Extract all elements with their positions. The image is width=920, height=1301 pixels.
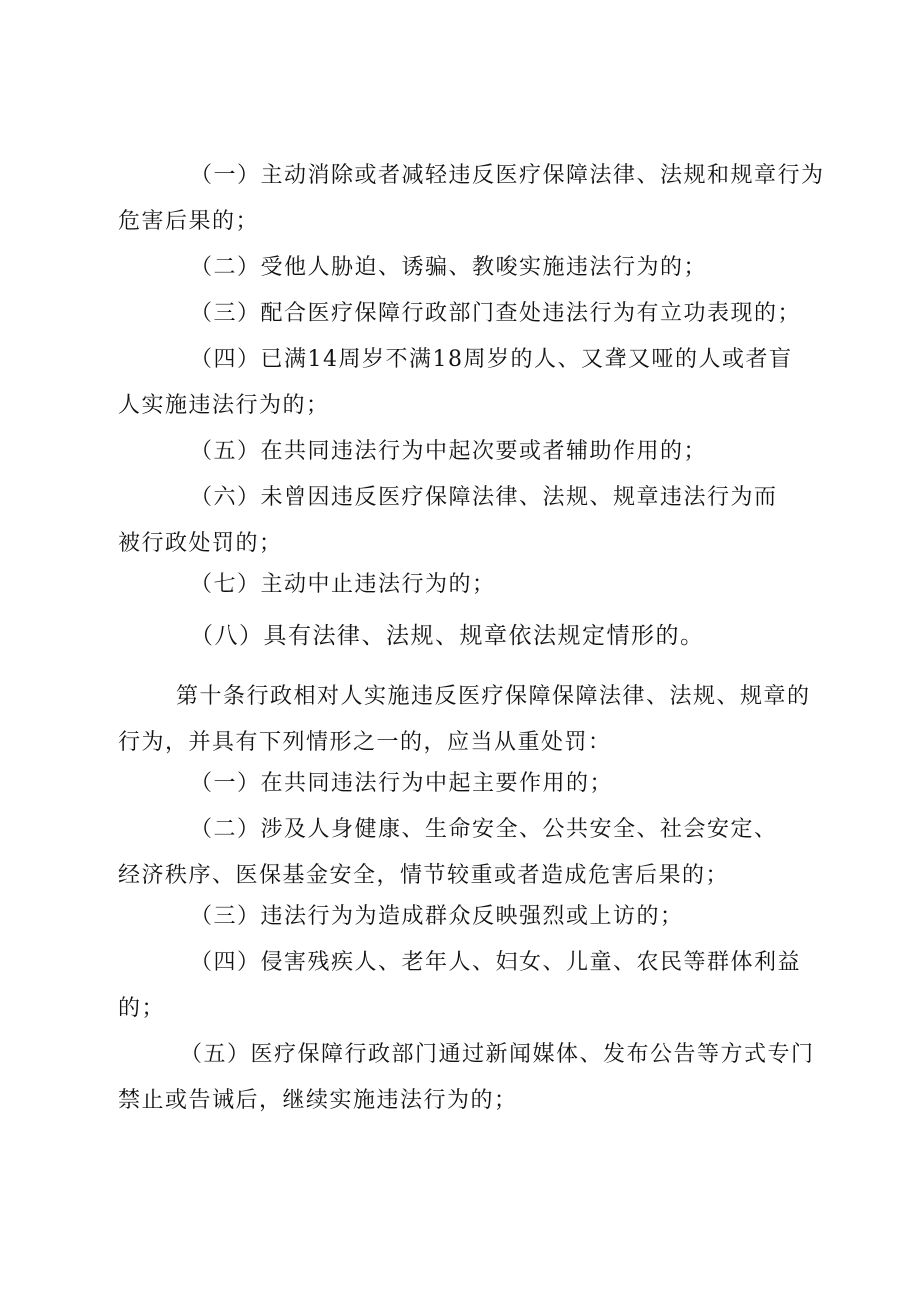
aggravating-item-2 xyxy=(118,811,800,895)
mitigating-item-6 xyxy=(118,479,800,563)
paragraph-line: （五）在共同违法行为中起次要或者辅助作用的； xyxy=(190,439,708,464)
paragraph-line: （二）受他人胁迫、诱骗、教唆实施违法行为的； xyxy=(190,255,708,280)
paragraph-line: 经济秩序、医保基金安全，情节较重或者造成危害后果的； xyxy=(118,863,730,888)
mitigating-item-4 xyxy=(118,341,800,425)
paragraph-line: （三）配合医疗保障行政部门查处违法行为有立功表现的； xyxy=(190,301,802,326)
aggravating-item-3 xyxy=(118,898,800,936)
paragraph-line: （四）侵害残疾人、老年人、妇女、儿童、农民等群体利益 xyxy=(190,950,802,975)
paragraph-line: （七）主动中止违法行为的； xyxy=(190,572,496,597)
paragraph-line: （八）具有法律、法规、规章依法规定情形的。 xyxy=(190,623,705,649)
paragraph-line: （六）未曾因违反医疗保障法律、法规、规章违法行为而 xyxy=(190,485,778,510)
mitigating-item-5 xyxy=(118,433,800,471)
aggravating-item-5 xyxy=(118,1036,815,1120)
paragraph-line: （五）医疗保障行政部门通过新闻媒体、发布公告等方式专门 xyxy=(180,1042,815,1067)
aggravating-item-4 xyxy=(118,944,800,1028)
paragraph-line: （一）主动消除或者减轻违反医疗保障法律、法规和规章行为 xyxy=(190,163,825,188)
paragraph-line: （一）在共同违法行为中起主要作用的； xyxy=(190,771,614,796)
mitigating-item-7 xyxy=(118,566,800,604)
mitigating-item-2 xyxy=(118,249,800,287)
mitigating-item-8 xyxy=(118,617,800,655)
paragraph-line: （四）已满14周岁不满18周岁的人、又聋又哑的人或者盲 xyxy=(190,347,793,372)
article-ten xyxy=(118,678,811,762)
mitigating-item-1 xyxy=(118,157,825,241)
paragraph-line: 的； xyxy=(118,996,166,1021)
paragraph-line: 人实施违法行为的； xyxy=(118,393,330,418)
mitigating-item-3 xyxy=(118,295,800,333)
paragraph-line: 危害后果的； xyxy=(118,209,260,234)
aggravating-item-1 xyxy=(118,765,800,803)
paragraph-line: 被行政处罚的； xyxy=(118,531,283,556)
paragraph-line: 行为，并具有下列情形之一的，应当从重处罚： xyxy=(118,730,612,755)
paragraph-line: 禁止或告诫后，继续实施违法行为的； xyxy=(118,1088,518,1113)
paragraph-line: （二）涉及人身健康、生命安全、公共安全、社会安定、 xyxy=(190,817,778,842)
paragraph-line: 第十条行政相对人实施违反医疗保障保障法律、法规、规章的 xyxy=(176,684,811,709)
paragraph-line: （三）违法行为为造成群众反映强烈或上访的； xyxy=(190,904,684,929)
